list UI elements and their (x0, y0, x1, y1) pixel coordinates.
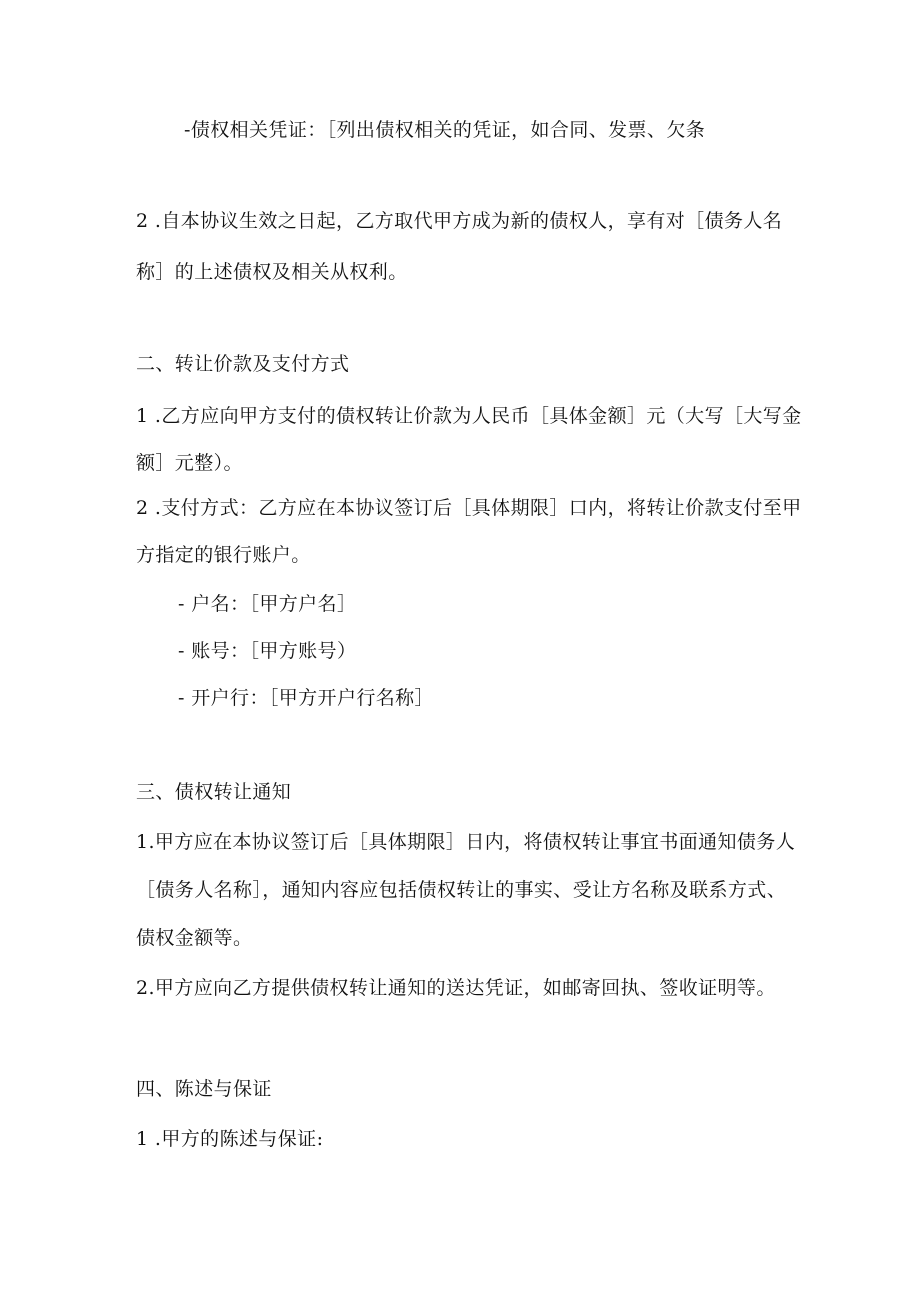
clause-3-1-line-1: 1.甲方应在本协议签订后［具体期限］日内，将债权转让事宜书面通知债务人 (136, 831, 796, 853)
clause-4-1: 1 .甲方的陈述与保证: (136, 1128, 324, 1150)
clause-3-1-line-3: 债权金额等。 (136, 927, 253, 949)
clause-3-1-line-2: ［债务人名称］，通知内容应包括债权转让的事实、受让方名称及联系方式、 (136, 879, 787, 901)
section-2-heading: 二、转让价款及支付方式 (136, 353, 350, 375)
section-3-heading: 三、债权转让通知 (136, 781, 292, 803)
clause-2-2-line-1: 2 .支付方式：乙方应在本协议签订后［具体期限］口内，将转让价款支付至甲 (136, 497, 802, 519)
bank-name-item: - 开户行：［甲方开户行名称］ (178, 687, 434, 709)
clause-1-2-line-1: 2 .自本协议生效之日起，乙方取代甲方成为新的债权人，享有对［债务人名 (136, 210, 783, 232)
clause-2-2-line-2: 方指定的银行账户。 (136, 544, 311, 566)
clause-1-2-line-2: 称］的上述债权及相关从权利。 (136, 261, 408, 283)
section-4-heading: 四、陈述与保证 (136, 1078, 272, 1100)
clause-3-2: 2.甲方应向乙方提供债权转让通知的送达凭证，如邮寄回执、签收证明等。 (136, 977, 776, 999)
account-name-item: - 户名：［甲方户名］ (178, 593, 357, 615)
clause-2-1-line-2: 额］元整）。 (136, 452, 243, 474)
clause-2-1-line-1: 1 .乙方应向甲方支付的债权转让价款为人民币［具体金额］元（大写［大写金 (136, 405, 802, 427)
debt-voucher-item: -债权相关凭证：［列出债权相关的凭证，如合同、发票、欠条 (184, 119, 706, 141)
account-number-item: - 账号：［甲方账号） (178, 640, 357, 662)
